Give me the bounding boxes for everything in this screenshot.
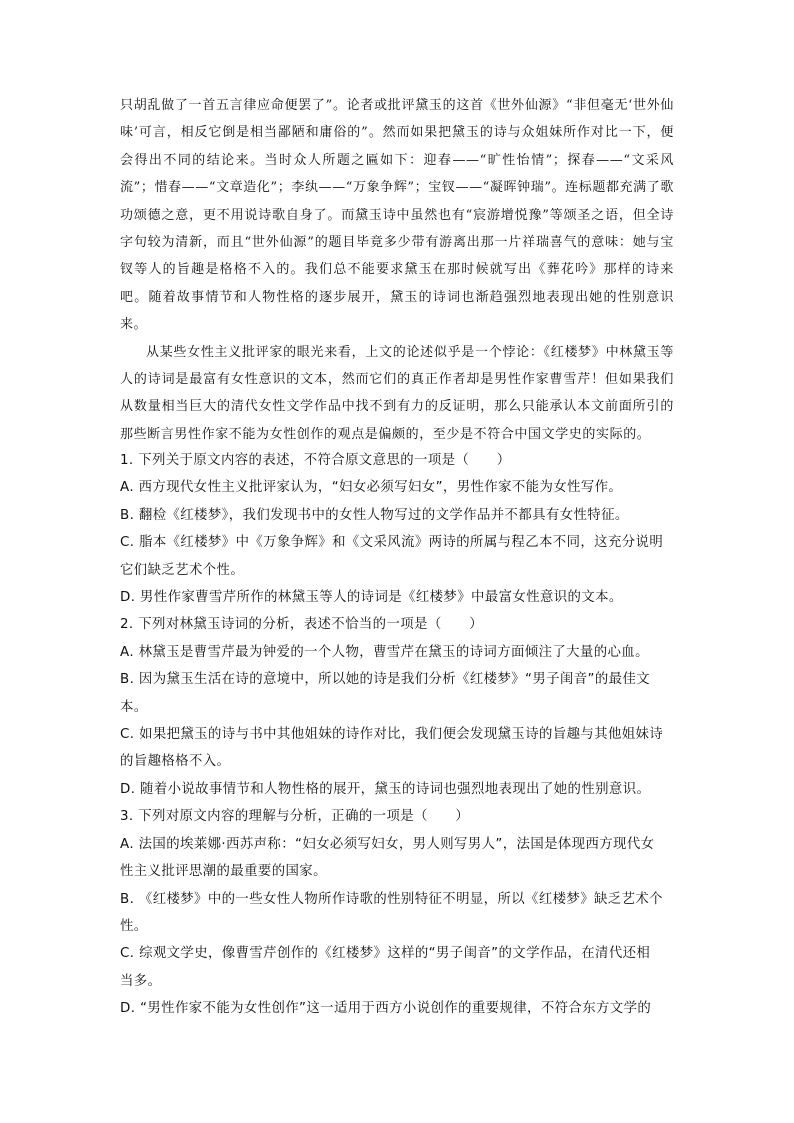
option-c-continued: 的旨趣格格不入。 [120,754,231,770]
question-list [120,447,674,1023]
option-d: D. “男性作家不能为女性创作”这一适用于西方小说创作的重要规律，不符合东方文学的 [120,1001,652,1017]
option-c: C. 如果把黛玉的诗与书中其他姐妹的诗作对比，我们便会发现黛玉诗的旨趣与其他姐妹诗 [120,727,664,743]
option-b: B. 《红楼梦》中的一些女性人物所作诗歌的性别特征不明显，所以《红楼梦》缺乏艺术个 [120,891,663,907]
question-stem: 3. 下列对原文内容的理解与分析，正确的一项是（ ） [120,809,470,825]
option-d: D. 随着小说故事情节和人物性格的展开，黛玉的诗词也强烈地表现出了她的性别意识。 [120,781,651,797]
option-c-continued: 它们缺乏艺术个性。 [120,562,245,578]
question-3 [120,803,674,1022]
option-d: D. 男性作家曹雪芹所作的林黛玉等人的诗词是《红楼梦》中最富女性意识的文本。 [120,590,623,606]
option-b-continued: 本。 [120,699,148,715]
passage-paragraph-2: 从某些女性主义批评家的眼光来看，上文的论述似乎是一个悖论：《红楼梦》中林黛玉等人的诗词是最富有女性意识的文本，然而它们的真正作者却是男性作家曹雪芹！但如果我们从数量相当巨大的清代女性文学作品中找不到有力的反证明，那么只能承认本文前面所引的那些断言男性作家不能为女性创作的观点是偏颇的，至少是不符合中国文学史的实际的。 [120,344,674,442]
option-a-continued: 性主义批评思潮的最重要的国家。 [120,864,327,880]
option-c: C. 综观文学史，像曹雪芹创作的《红楼梦》这样的“男子闺音”的文学作品，在清代还相 [120,946,651,962]
option-c-continued: 当多。 [120,973,162,989]
option-b: B. 翻检《红楼梦》，我们发现书中的女性人物写过的文学作品并不都具有女性特征。 [120,507,629,523]
option-a: A. 林黛玉是曹雪芹最为钟爱的一个人物，曹雪芹在黛玉的诗词方面倾注了大量的心血。 [120,644,649,660]
question-stem: 2. 下列对林黛玉诗词的分析，表述不恰当的一项是（ ） [120,617,483,633]
option-a: A. 法国的埃莱娜·西苏声称：“妇女必须写妇女，男人则写男人”，法国是体现西方现代女 [120,836,655,852]
question-stem: 1. 下列关于原文内容的表述，不符合原文意思的一项是（ ） [120,453,511,468]
option-b-continued: 性。 [120,918,148,934]
reading-passage [120,92,674,448]
question-2 [120,611,674,803]
question-1 [120,447,674,611]
option-a: A. 西方现代女性主义批评家认为，“妇女必须写妇女”，男性作家不能为女性写作。 [120,480,623,496]
passage-paragraph-1: 只胡乱做了一首五言律应命便罢了”。论者或批评黛玉的这首《世外仙源》“非但毫无‘世外仙味’可言，相反它倒是相当鄙陋和庸俗的”。然而如果把黛玉的诗与众姐妹所作对比一下，便会得出不同的结论来。当时众人所题之匾如下：迎春——“旷性怡情”；探春——“文采风流”；惜春——“文章造化”；李纨——“万象争辉”；宝钗——“凝晖钟瑞”。连标题都充满了歌功颂德之意，更不用说诗歌自身了。而黛玉诗中虽然也有“宸游增悦豫”等颂圣之语，但全诗字句较为清新，而且“世外仙源”的题目毕竟多少带有游离出那一片祥瑞喜气的意味：她与宝钗等人的旨趣是格格不入的。我们总不能要求黛玉在那时候就写出《葬花吟》那样的诗来吧。随着故事情节和人物性格的逐步展开，黛玉的诗词也渐趋强烈地表现出她的性别意识来。 [120,98,674,333]
option-b: B. 因为黛玉生活在诗的意境中，所以她的诗是我们分析《红楼梦》“男子闺音”的最佳文 [120,672,651,688]
option-c: C. 脂本《红楼梦》中《万象争辉》和《文采风流》两诗的所属与程乙本不同，这充分说明 [120,535,664,551]
